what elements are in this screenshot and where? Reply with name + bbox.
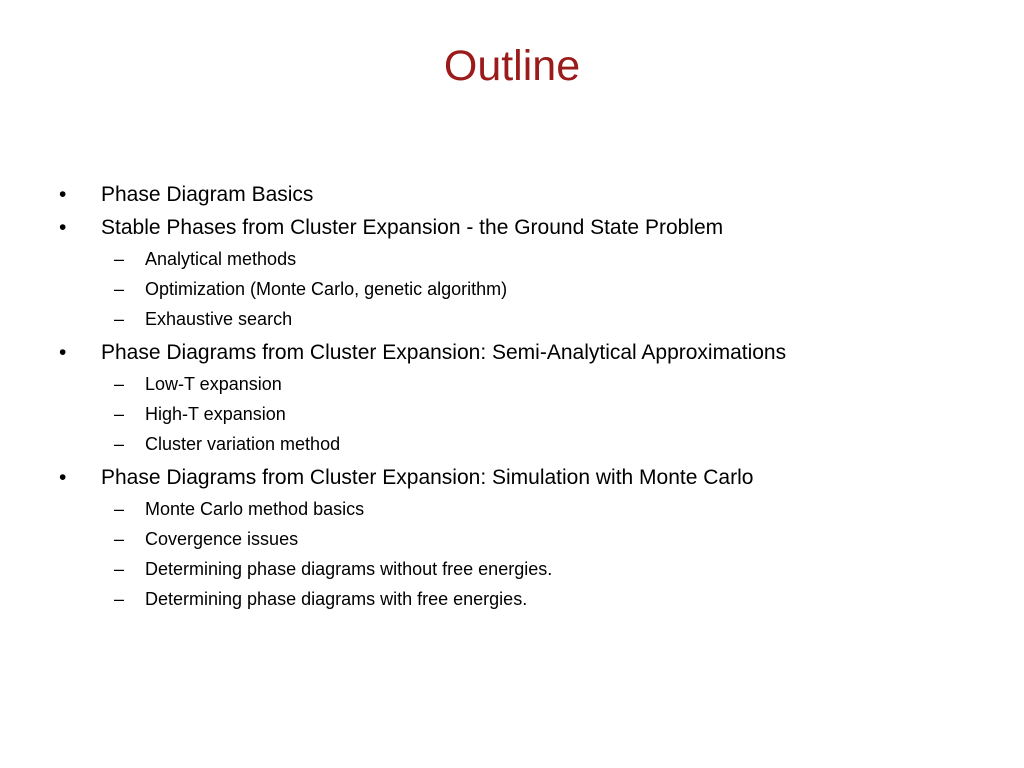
outline-subitem-label: Cluster variation method xyxy=(145,434,341,454)
outline-list xyxy=(58,178,998,616)
dash-icon: – xyxy=(114,589,125,609)
outline-subitem xyxy=(58,584,998,614)
outline-subitem xyxy=(58,399,998,429)
outline-subitem xyxy=(58,304,998,334)
outline-sublist xyxy=(58,494,998,616)
outline-item xyxy=(58,178,998,211)
outline-item-label: Stable Phases from Cluster Expansion - the Ground State Problem xyxy=(101,216,724,239)
outline-bullet-row xyxy=(58,336,998,369)
dash-icon: – xyxy=(114,559,125,579)
outline-subitem xyxy=(58,244,998,274)
dash-icon: – xyxy=(114,374,125,394)
slide-title: Outline xyxy=(443,42,581,90)
dash-icon: – xyxy=(114,249,125,269)
bullet-icon: • xyxy=(59,216,67,239)
outline-sublist xyxy=(58,244,998,336)
outline-item-label: Phase Diagrams from Cluster Expansion: Simulation with Monte Carlo xyxy=(101,466,754,489)
dash-icon: – xyxy=(114,404,125,424)
outline-subitem xyxy=(58,524,998,554)
outline-subitem-label: Exhaustive search xyxy=(145,309,293,329)
dash-icon: – xyxy=(114,499,125,519)
dash-icon: – xyxy=(114,309,125,329)
outline-subitem xyxy=(58,274,998,304)
outline-subitem-label: Optimization (Monte Carlo, genetic algorithm) xyxy=(145,279,508,299)
outline-subitem xyxy=(58,429,998,459)
outline-bullet-row xyxy=(58,461,998,494)
outline-subitem-label: Monte Carlo method basics xyxy=(145,499,365,519)
outline-item-label: Phase Diagrams from Cluster Expansion: Semi-Analytical Approximations xyxy=(101,341,787,364)
outline-item xyxy=(58,461,998,616)
bullet-icon: • xyxy=(59,183,67,206)
outline-sublist xyxy=(58,369,998,461)
outline-bullet-row xyxy=(58,178,998,211)
dash-icon: – xyxy=(114,434,125,454)
outline-subitem-label: Analytical methods xyxy=(145,249,297,269)
outline-subitem xyxy=(58,369,998,399)
outline-bullet-row xyxy=(58,211,998,244)
bullet-icon: • xyxy=(59,341,67,364)
outline-subitem-label: Determining phase diagrams with free energies. xyxy=(145,589,528,609)
outline-subitem xyxy=(58,554,998,584)
outline-subitem-label: Low-T expansion xyxy=(145,374,282,394)
bullet-icon: • xyxy=(59,466,67,489)
outline-subitem xyxy=(58,494,998,524)
outline-item xyxy=(58,211,998,336)
dash-icon: – xyxy=(114,279,125,299)
dash-icon: – xyxy=(114,529,125,549)
outline-subitem-label: Determining phase diagrams without free energies. xyxy=(145,559,553,579)
outline-subitem-label: High-T expansion xyxy=(145,404,286,424)
outline-subitem-label: Covergence issues xyxy=(145,529,299,549)
outline-item xyxy=(58,336,998,461)
outline-item-label: Phase Diagram Basics xyxy=(101,183,314,206)
